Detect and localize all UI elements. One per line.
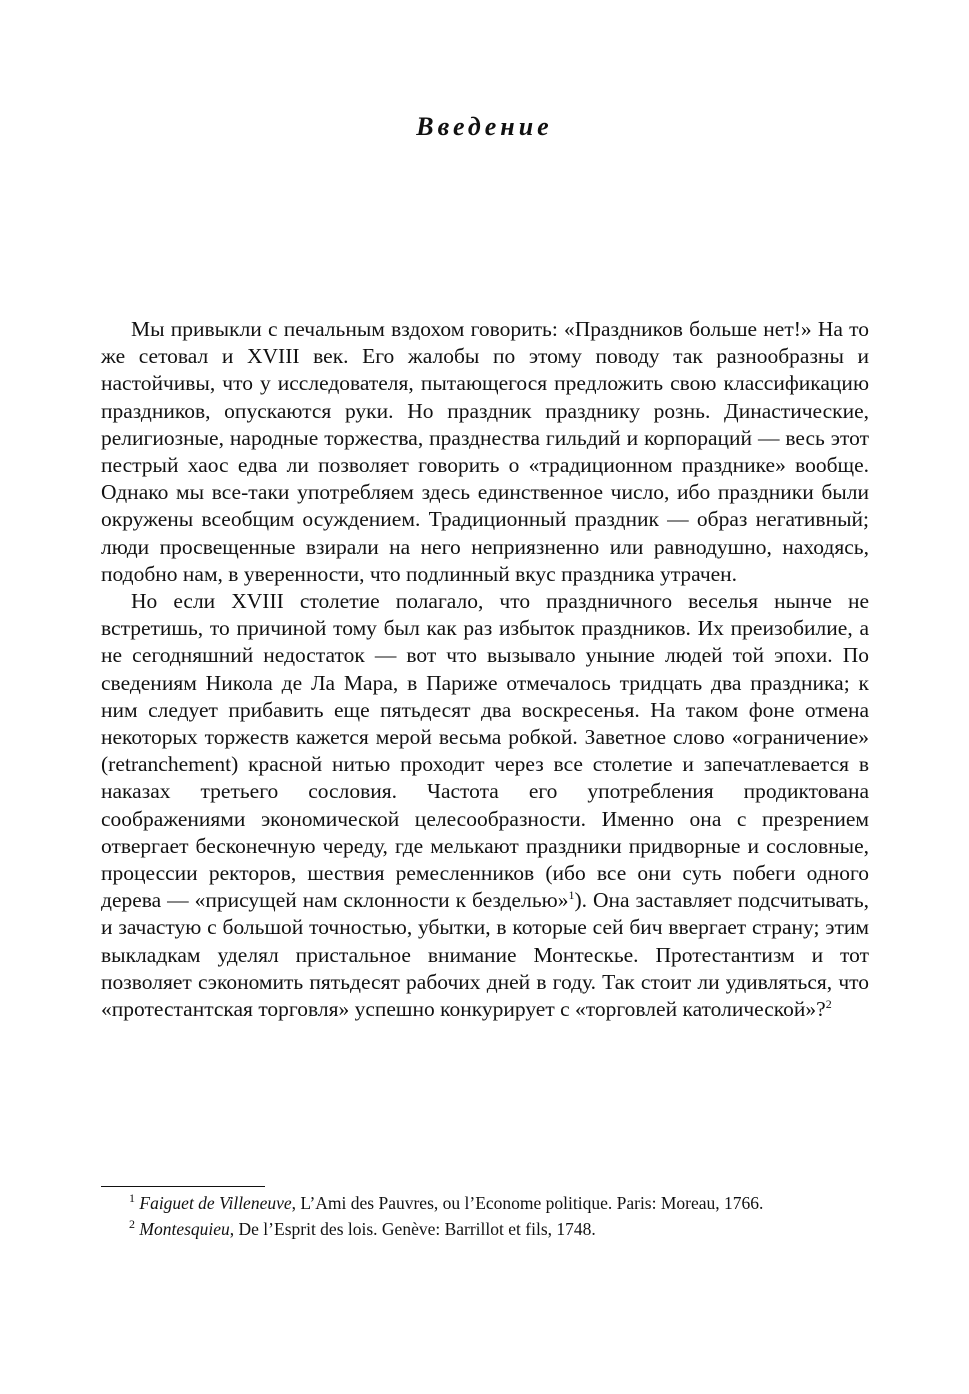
footnote-2 (101, 1216, 869, 1242)
footnote-1-author: Faiguet de Villeneuve (139, 1193, 292, 1213)
paragraph-1-text: Мы привыкли с печальным вздохом говорить: «Праздников больше нет!» На то же сетовал и XVIII век. Его жалобы по этому поводу так разнообразны и настойчивы, что у исследователя, пытающегося предложить свою классификацию праздников, опускаются руки. Но праздник празднику рознь. Династические, религиозные, народные торжества, празднества гильдий и корпораций — весь этот пестрый хаос едва ли позволяет говорить о «традиционном празднике» вообще. Однако мы все-таки употребляем здесь единственное число, ибо праздники были окружены всеобщим осуждением. Традиционный праздник — образ негативный; люди просвещенные взирали на него неприязненно или равнодушно, находясь, подобно нам, в уверенности, что подлинный вкус праздника утрачен. (101, 317, 869, 586)
chapter-title: Введение (416, 112, 553, 141)
footnote-number-2: 2 (129, 1217, 135, 1232)
footnote-ref-2[interactable]: 2 (825, 996, 832, 1011)
paragraph-2-part-2: ). Она заставляет подсчитывать, и зачастую с большой точностью, убытки, в которые сей бич ввергает страну; этим выкладкам уделял пристальное внимание Монтескье. Протестантизм и тот позволяет сэкономить пятьдесят рабочих дней в году. Так стоит ли удивляться, что «протестантская торговля» успешно конкурирует с «торговлей католической»? (101, 888, 870, 1022)
footnote-number-1: 1 (129, 1191, 135, 1206)
footnote-1-citation: , L’Ami des Pauvres, ou l’Econome politique. Paris: Moreau, 1766. (291, 1193, 764, 1213)
paragraph-2 (101, 588, 869, 1023)
footnote-2-citation: , De l’Esprit des lois. Genève: Barrillot et fils, 1748. (229, 1219, 596, 1239)
paragraph-1 (101, 316, 869, 588)
footnote-1 (101, 1190, 869, 1216)
footnote-ref-1[interactable]: 1 (568, 888, 575, 903)
footnote-2-author: Montesquieu (139, 1219, 230, 1239)
paragraph-2-part-1: Но если XVIII столетие полагало, что праздничного веселья нынче не встретишь, то причиной тому был как раз избыток праздников. Их преизобилие, а не сегодняшний недостаток — вот что вызывало уныние людей той эпохи. По сведениям Никола де Ла Мара, в Париже отмечалось тридцать два праздника; к ним следует прибавить еще пятьдесят два воскресенья. На таком фоне отмена некоторых торжеств кажется мерой весьма робкой. Заветное слово «ограничение» (retranchement) красной нитью проходит через все столетие и запечатлевается в наказах третьего сословия. Частота его употребления продиктована соображениями экономической целесообразности. Именно она с презрением отвергает бесконечную череду, где мелькают праздники придворные и сословные, процессии ректоров, шествия ремесленников (ибо все они суть побеги одного дерева — «присущей нам склонности к безделью» (101, 589, 869, 913)
body-text (101, 316, 869, 1023)
footnote-divider (101, 1186, 265, 1187)
footnotes (101, 1190, 869, 1242)
